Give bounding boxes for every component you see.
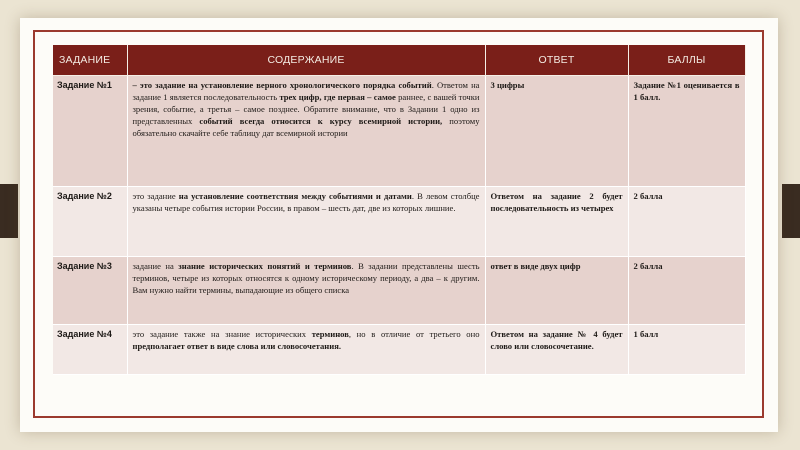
answer-cell [485, 76, 628, 187]
points-cell [628, 257, 745, 325]
text-segment: задание на [132, 261, 179, 271]
text-segment: . В левом столбце указаны четыре события истории России, в правом – шесть дат, две из которых лишние. [132, 191, 480, 213]
slide-edge-tab-left [0, 184, 18, 238]
bold-text-segment: Ответом на задание 2 будет последовательность из четырех [490, 191, 623, 213]
header-answer: ОТВЕТ [485, 45, 628, 76]
table-row [53, 257, 745, 325]
slide-edge-tab-right [782, 184, 800, 238]
text-segment: . В задании представлены шесть терминов, четыре из которых относятся к одному историческому периоду, а два – к другим. Вам нужно найти термины, выпадающие из общего списка [132, 261, 480, 295]
header-points: БАЛЛЫ [628, 45, 745, 76]
task-cell: Задание №1 [53, 76, 127, 187]
bold-text-segment: событий всегда относится к курсу всемирной истории, [199, 116, 443, 126]
task-cell: Задание №3 [53, 257, 127, 325]
table-row [53, 76, 745, 187]
content-cell [127, 257, 485, 325]
content-cell [127, 187, 485, 257]
bold-text-segment: терминов [311, 329, 349, 339]
bold-text-segment: знание исторических понятий и терминов [178, 261, 352, 271]
bold-text-segment: 2 балла [633, 191, 663, 201]
bold-text-segment: предполагает ответ в виде слова или словосочетания. [132, 341, 341, 351]
bold-text-segment: ответ в виде двух цифр [490, 261, 581, 271]
bold-text-segment: на установление соответствия между событиями и датами [178, 191, 412, 201]
text-segment: поэтому обязательно скачайте себе таблицу дат всемирной истории [132, 116, 480, 138]
answer-cell [485, 187, 628, 257]
task-cell: Задание №4 [53, 325, 127, 375]
table-row [53, 325, 745, 375]
header-task: ЗАДАНИЕ [53, 45, 127, 76]
points-cell [628, 325, 745, 375]
table-row [53, 187, 745, 257]
answer-cell [485, 257, 628, 325]
text-segment: . Ответом на задание 1 является последовательность [132, 80, 480, 102]
bold-text-segment: 3 цифры [490, 80, 525, 90]
bold-text-segment: Ответом на задание № 4 будет слово или словосочетание. [490, 329, 623, 351]
content-cell [127, 76, 485, 187]
bold-text-segment: Задание №1 оценивается в 1 балл. [633, 80, 740, 102]
text-segment: это задание также на знание исторических [132, 329, 312, 339]
table-header-row [53, 45, 745, 76]
text-segment: это задание [132, 191, 179, 201]
task-cell: Задание №2 [53, 187, 127, 257]
bold-text-segment: 2 балла [633, 261, 663, 271]
points-cell [628, 76, 745, 187]
text-segment: раннее, с вашей точки зрения, событие, а третья – самое позднее. Обратите внимание, что в Задании 1 одно из представленных [132, 92, 480, 126]
points-cell [628, 187, 745, 257]
bold-text-segment: – это задание на установление верного хронологического порядка событий [132, 80, 432, 90]
tasks-table [53, 45, 746, 375]
bold-text-segment: трех цифр, где первая – самое [279, 92, 396, 102]
bold-text-segment: 1 балл [633, 329, 659, 339]
header-content: СОДЕРЖАНИЕ [127, 45, 485, 76]
content-cell [127, 325, 485, 375]
text-segment: , но в отличие от третьего оно [348, 329, 480, 339]
answer-cell [485, 325, 628, 375]
